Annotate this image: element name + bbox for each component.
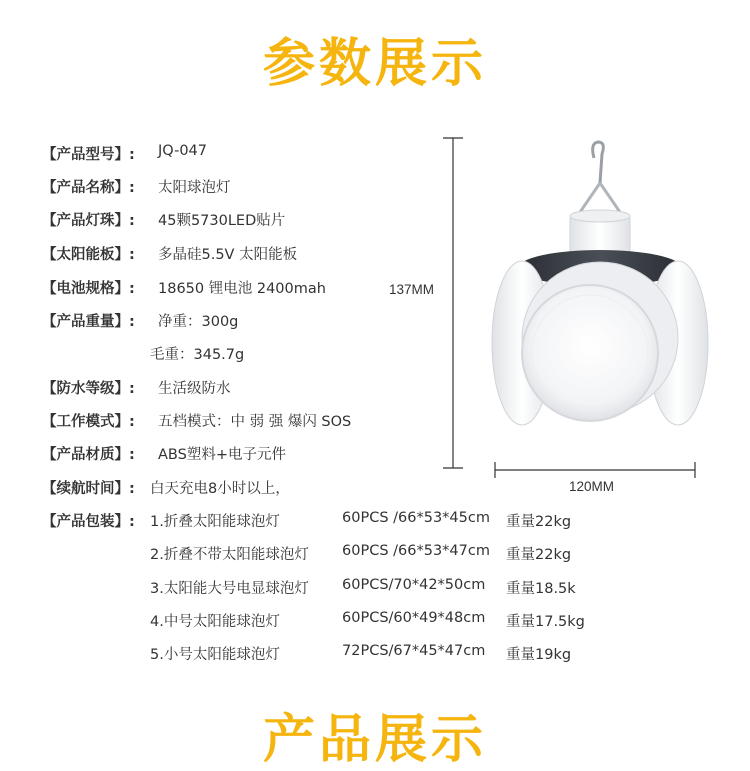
section-title-product: 产品展示	[262, 710, 487, 770]
packaging-name: 1.折叠太阳能球泡灯	[150, 514, 280, 530]
spec-value: 45颗5730LED贴片	[158, 213, 286, 229]
spec-key: 【续航时间】:	[42, 481, 135, 497]
spec-value: 18650 锂电池 2400mah	[158, 281, 326, 297]
solar-bulb-lamp-illustration	[490, 138, 710, 458]
packaging-spec: 60PCS /66*53*47cm	[342, 543, 490, 559]
spec-key: 【产品材质】:	[42, 447, 135, 463]
spec-value: 五档模式：中 弱 强 爆闪 SOS	[158, 414, 352, 430]
packaging-spec: 60PCS/70*42*50cm	[342, 577, 486, 593]
section-title-parameters: 参数展示	[262, 34, 487, 94]
spec-value: 太阳球泡灯	[158, 180, 231, 196]
spec-value: 多晶硅5.5V 太阳能板	[158, 247, 298, 263]
packaging-weight: 重量22kg	[506, 514, 572, 530]
spec-value: 生活级防水	[158, 381, 231, 397]
spec-key: 【产品型号】:	[42, 147, 135, 163]
packaging-name: 2.折叠不带太阳能球泡灯	[150, 547, 309, 563]
spec-key: 【工作模式】:	[42, 414, 135, 430]
spec-value: ABS塑料+电子元件	[158, 447, 286, 463]
gross-weight: 毛重：345.7g	[150, 347, 245, 363]
spec-key: 【太阳能板】:	[42, 247, 135, 263]
packaging-weight: 重量18.5k	[506, 581, 576, 597]
packaging-label: 【产品包装】:	[42, 514, 135, 530]
height-dimension: 137MM	[389, 282, 435, 297]
spec-value: 白天充电8小时以上，	[150, 481, 290, 497]
packaging-name: 4.中号太阳能球泡灯	[150, 614, 280, 630]
packaging-name: 3.太阳能大号电显球泡灯	[150, 581, 309, 597]
packaging-weight: 重量17.5kg	[506, 614, 585, 630]
width-dimension: 120MM	[569, 479, 615, 494]
spec-key: 【防水等级】:	[42, 381, 135, 397]
spec-key: 【电池规格】:	[42, 281, 135, 297]
spec-key: 【产品重量】:	[42, 314, 135, 330]
spec-key: 【产品名称】:	[42, 180, 135, 196]
packaging-spec: 60PCS /66*53*45cm	[342, 510, 490, 526]
spec-value: 净重：300g	[158, 314, 239, 330]
packaging-spec: 60PCS/60*49*48cm	[342, 610, 486, 626]
spec-value: JQ-047	[158, 143, 208, 159]
packaging-weight: 重量22kg	[506, 547, 572, 563]
spec-key: 【产品灯珠】:	[42, 213, 135, 229]
packaging-weight: 重量19kg	[506, 647, 572, 663]
packaging-spec: 72PCS/67*45*47cm	[342, 643, 486, 659]
hook-icon	[593, 142, 604, 183]
packaging-name: 5.小号太阳能球泡灯	[150, 647, 280, 663]
